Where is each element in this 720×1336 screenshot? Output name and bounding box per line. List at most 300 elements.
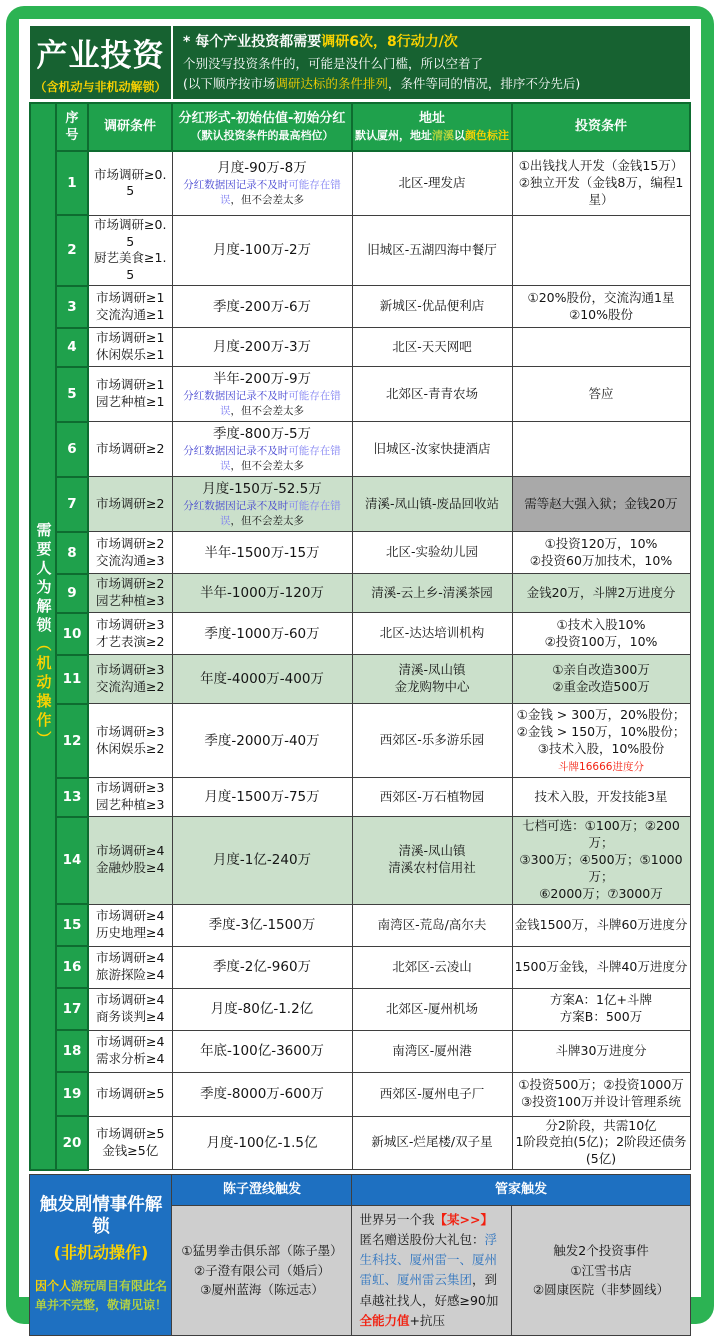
address-cell xyxy=(352,988,512,1030)
text-span: ①亲自改造300万 xyxy=(552,662,650,678)
text-span: 分2阶段，共需10亿 xyxy=(545,1117,657,1133)
text-span: 市场调研≥4 xyxy=(96,1034,165,1050)
text-line xyxy=(355,662,510,679)
text-span: 北区-达达培训机构 xyxy=(379,625,485,641)
condition-cell xyxy=(88,422,172,477)
text-span: ，条件等同的情况，排序不分先后) xyxy=(387,75,581,91)
text-span: 市场调研≥1 xyxy=(96,330,165,346)
table-row xyxy=(30,215,690,286)
condition-cell xyxy=(88,904,172,946)
text-line xyxy=(515,852,688,886)
condition-cell xyxy=(88,286,172,328)
text-span: ①投资120万，10% xyxy=(544,535,658,551)
dividend-cell xyxy=(172,946,352,988)
chenzicheng-trigger-cell xyxy=(172,1205,352,1336)
text-line xyxy=(515,307,688,324)
col-header-invest: 投资条件 xyxy=(512,103,690,151)
story-unlock-panel xyxy=(30,1174,172,1336)
address-cell xyxy=(352,1072,512,1116)
text-line xyxy=(91,1086,170,1103)
text-span: ①20%股份，交流沟通1星 xyxy=(527,289,675,305)
text-line xyxy=(91,377,170,394)
dividend-value: 季度-800万-5万 xyxy=(212,425,312,442)
table-row xyxy=(30,904,690,946)
text-span: ②金钱 > 150万，10%股份； xyxy=(516,723,686,739)
text-span: 市场调研≥0.5 xyxy=(94,166,167,199)
text-span: ②投资100万，10% xyxy=(544,633,658,649)
dividend-cell xyxy=(172,215,352,286)
invest-condition-cell xyxy=(512,477,690,532)
text-line xyxy=(91,925,170,942)
text-span: 【某>>】 xyxy=(434,1211,493,1227)
investment-guide-board xyxy=(6,6,714,1328)
text-line xyxy=(355,679,510,696)
address-cell xyxy=(352,215,512,286)
text-line xyxy=(91,950,170,967)
dividend-value: 季度-8000万-600万 xyxy=(200,1085,324,1102)
invest-condition-cell xyxy=(512,367,690,422)
address-cell xyxy=(352,704,512,778)
row-index-cell: 10 xyxy=(56,613,88,655)
text-line xyxy=(515,536,688,553)
text-line xyxy=(355,1001,510,1018)
table-row xyxy=(30,286,690,328)
invest-condition-cell xyxy=(512,532,690,574)
row-index-cell: 1 xyxy=(56,151,88,215)
header-note-line xyxy=(183,74,680,94)
notes-box xyxy=(173,26,690,99)
text-line xyxy=(91,394,170,411)
text-span: 调研6次，8行动力/次 xyxy=(321,34,458,50)
text-span: 匿名赠送股份大礼包： xyxy=(359,1231,485,1247)
dividend-value: 季度-2亿-960万 xyxy=(212,958,312,975)
text-span: 可能存在错误 xyxy=(220,500,341,527)
text-span: 市场调研≥3 xyxy=(96,723,165,739)
address-cell xyxy=(352,532,512,574)
row-index-cell: 16 xyxy=(56,946,88,988)
text-span: 答应 xyxy=(588,385,614,401)
col-header-index: 序号 xyxy=(56,103,88,151)
text-span: 北郊区-青青农场 xyxy=(385,385,478,401)
text-span: 新城区-烂尾楼/双子星 xyxy=(371,1134,493,1150)
dividend-cell xyxy=(172,613,352,655)
butler-gift-cell xyxy=(352,1205,512,1336)
header-note-line xyxy=(183,31,680,54)
dividend-value: 月度-1500万-75万 xyxy=(204,789,320,806)
text-span: 北郊区-云凌山 xyxy=(392,958,472,974)
text-line xyxy=(91,496,170,513)
address-cell xyxy=(352,367,512,422)
text-span: 市场调研≥5 xyxy=(96,1085,165,1101)
side-banner xyxy=(30,103,56,1170)
text-line xyxy=(91,1143,170,1160)
text-span: 方案A：1亿+斗牌 xyxy=(550,992,652,1008)
invest-condition-cell xyxy=(512,817,690,904)
text-span: 斗牌16666进度分 xyxy=(558,760,644,773)
invest-condition-cell xyxy=(512,904,690,946)
text-span: 分红形式-初始估值-初始分红 xyxy=(178,111,346,127)
text-span: 新城区-优品便利店 xyxy=(379,298,485,314)
dividend-cell xyxy=(172,477,352,532)
condition-cell xyxy=(88,532,172,574)
table-row xyxy=(30,817,690,904)
text-line xyxy=(91,741,170,758)
row-index-cell: 18 xyxy=(56,1030,88,1072)
text-line xyxy=(355,585,510,602)
text-line xyxy=(91,662,170,679)
text-span: 可能存在错误 xyxy=(220,390,341,417)
dividend-cell xyxy=(172,151,352,215)
text-span: ⑥2000万；⑦3000万 xyxy=(539,885,663,901)
text-line xyxy=(91,908,170,925)
text-span: 需要人为解锁 xyxy=(34,522,53,637)
text-span: 清溪农村信用社 xyxy=(388,860,476,876)
story-unlock-subtitle: (非机动操作) xyxy=(53,1243,149,1263)
text-span: 市场调研≥4 xyxy=(96,908,165,924)
address-cell xyxy=(352,904,512,946)
text-span: 西郊区-厦州电子厂 xyxy=(379,1085,485,1101)
dividend-cell xyxy=(172,704,352,778)
text-span: 清溪-凤山镇-废品回收站 xyxy=(364,495,500,511)
text-line xyxy=(91,679,170,696)
text-line xyxy=(515,662,688,679)
text-line xyxy=(174,1241,349,1260)
text-line xyxy=(174,1261,349,1280)
row-index-cell: 11 xyxy=(56,655,88,704)
butler-events-cell xyxy=(512,1205,690,1336)
row-index-cell: 14 xyxy=(56,817,88,904)
address-cell xyxy=(352,655,512,704)
header-note-line xyxy=(183,54,680,74)
dividend-value: 月度-150万-52.5万 xyxy=(202,480,322,497)
text-span: 北区-理发店 xyxy=(398,174,466,190)
dividend-cell xyxy=(172,532,352,574)
row-index-cell: 17 xyxy=(56,988,88,1030)
text-line xyxy=(91,1126,170,1143)
story-unlock-table xyxy=(29,1174,690,1336)
text-line xyxy=(515,789,688,806)
row-index-cell: 6 xyxy=(56,422,88,477)
text-span: 金钱1500万，斗牌60万进度分 xyxy=(514,916,688,932)
dividend-value: 半年-1500万-15万 xyxy=(204,544,320,561)
text-span: ①技术入股10% xyxy=(556,616,646,632)
dividend-value: 半年-200万-9万 xyxy=(212,370,312,387)
invest-condition-cell xyxy=(512,778,690,817)
invest-condition-cell xyxy=(512,946,690,988)
text-span: 分红数据因记录不及时 xyxy=(183,500,289,513)
text-span: 浮生科技、厦州雷一、厦州雷虹、厦州雷云集团 xyxy=(359,1231,498,1288)
condition-cell xyxy=(88,477,172,532)
text-span: ③技术入股，10%股份 xyxy=(537,740,665,756)
text-line xyxy=(91,250,170,284)
text-span: 触发2个投资事件 xyxy=(553,1243,649,1259)
invest-condition-cell xyxy=(512,1116,690,1170)
text-span: 园艺种植≥3 xyxy=(96,797,165,813)
text-span: 旧城区-汝家快捷酒店 xyxy=(373,440,491,456)
condition-cell xyxy=(88,613,172,655)
text-line xyxy=(515,741,688,758)
text-span: 南湾区-厦州港 xyxy=(392,1042,472,1058)
text-span: 休闲娱乐≥1 xyxy=(96,347,165,363)
table-row xyxy=(30,574,690,613)
address-cell xyxy=(352,422,512,477)
text-line xyxy=(515,1134,688,1168)
text-span: * 每个产业投资都需要 xyxy=(183,34,322,50)
text-span: 北郊区-厦州机场 xyxy=(385,1000,478,1016)
condition-cell xyxy=(88,1072,172,1116)
address-cell xyxy=(352,286,512,328)
text-line xyxy=(515,496,688,513)
dividend-cell xyxy=(172,328,352,367)
dividend-value: 半年-1000万-120万 xyxy=(200,585,324,602)
invest-condition-cell xyxy=(512,574,690,613)
text-span: 个别没写投资条件的，可能是没什么门槛，所以空着了 xyxy=(183,55,484,71)
dividend-value: 季度-200万-6万 xyxy=(212,298,312,315)
table-row xyxy=(30,151,690,215)
table-row xyxy=(30,1030,690,1072)
text-span: 市场调研≥4 xyxy=(96,950,165,966)
table-row xyxy=(30,532,690,574)
text-span: 斗牌30万进度分 xyxy=(555,1042,647,1058)
text-line xyxy=(355,732,510,749)
text-line xyxy=(355,1043,510,1060)
text-line xyxy=(515,585,688,602)
text-span: ①投资500万；②投资1000万 xyxy=(518,1077,684,1093)
dividend-cell xyxy=(172,1030,352,1072)
address-cell xyxy=(352,778,512,817)
text-line xyxy=(355,860,510,877)
text-line xyxy=(91,860,170,877)
address-cell xyxy=(352,328,512,367)
text-line xyxy=(515,1118,688,1135)
text-line xyxy=(515,917,688,934)
address-cell xyxy=(352,574,512,613)
text-span: 市场调研≥3 xyxy=(96,616,165,632)
condition-cell xyxy=(88,778,172,817)
text-span: 技术入股，开发技能3星 xyxy=(534,788,668,804)
side-banner-label xyxy=(36,522,51,750)
dividend-value: 月度-80亿-1.2亿 xyxy=(210,1000,314,1017)
header-area xyxy=(30,26,690,99)
condition-cell xyxy=(88,574,172,613)
row-index-cell: 9 xyxy=(56,574,88,613)
dividend-cell xyxy=(172,1072,352,1116)
text-line xyxy=(355,843,510,860)
text-span: 金龙购物中心 xyxy=(394,679,470,695)
col-header-condition: 调研条件 xyxy=(88,103,172,151)
text-span: 分红数据因记录不及时 xyxy=(183,179,289,192)
text-span: ①猛男拳击俱乐部（陈子墨） xyxy=(181,1243,343,1259)
text-line xyxy=(91,1034,170,1051)
text-span: ，但不会差太多 xyxy=(230,194,304,207)
text-span: 清溪-凤山镇 xyxy=(398,843,466,859)
text-line xyxy=(174,1280,349,1299)
text-span: 市场调研≥4 xyxy=(96,843,165,859)
text-span: 需求分析≥4 xyxy=(96,1051,165,1067)
text-line xyxy=(515,1043,688,1060)
invest-condition-cell xyxy=(512,704,690,778)
text-span: 金钱≥5亿 xyxy=(102,1142,159,1158)
invest-condition-cell xyxy=(512,988,690,1030)
text-line xyxy=(355,1134,510,1151)
text-line xyxy=(175,110,349,128)
page-title: 产业投资 xyxy=(36,38,165,75)
text-span: 市场调研≥2 xyxy=(96,440,165,456)
text-span: ③投资100万并设计管理系统 xyxy=(520,1094,682,1110)
text-span: 此名单并不完整，敬请见谅！ xyxy=(34,1278,167,1313)
condition-cell xyxy=(88,704,172,778)
text-line xyxy=(91,1051,170,1068)
text-span: ①江雪书店 xyxy=(570,1262,632,1278)
text-span: 北区-实验幼儿园 xyxy=(385,544,478,560)
text-line xyxy=(515,553,688,570)
text-span: 市场调研≥4 xyxy=(96,992,165,1008)
text-line xyxy=(355,242,510,259)
row-index-cell: 19 xyxy=(56,1072,88,1116)
invest-condition-cell xyxy=(512,422,690,477)
text-span: 交流沟通≥2 xyxy=(96,679,165,695)
text-span: 默认厦州，地址 xyxy=(355,129,432,143)
table-row xyxy=(30,704,690,778)
text-line xyxy=(355,339,510,356)
text-span: 旧城区-五湖四海中餐厅 xyxy=(367,241,497,257)
condition-cell xyxy=(88,655,172,704)
row-index-cell: 13 xyxy=(56,778,88,817)
text-span: （机动操作） xyxy=(34,636,53,751)
dividend-value: 月度-100亿-1.5亿 xyxy=(206,1134,318,1151)
text-line xyxy=(91,330,170,347)
text-line xyxy=(515,758,688,775)
dividend-value: 年底-100亿-3600万 xyxy=(200,1042,324,1059)
dividend-value: 月度-100万-2万 xyxy=(212,242,312,259)
col-header-dividend-sub: （默认投资条件的最高档位） xyxy=(190,129,334,143)
text-span: 商务谈判≥4 xyxy=(96,1009,165,1025)
invest-condition-cell xyxy=(512,328,690,367)
text-span: 清溪-凤山镇 xyxy=(398,662,466,678)
text-line xyxy=(91,290,170,307)
address-cell xyxy=(352,946,512,988)
text-span: 市场调研≥3 xyxy=(96,662,165,678)
text-line xyxy=(355,1086,510,1103)
text-line xyxy=(355,298,510,315)
sheet-background xyxy=(19,19,701,1328)
table-row xyxy=(30,422,690,477)
text-span: 1500万金钱，斗牌40万进度分 xyxy=(514,958,688,974)
text-line xyxy=(91,167,170,201)
table-row xyxy=(30,1116,690,1170)
text-line xyxy=(515,1009,688,1026)
condition-cell xyxy=(88,215,172,286)
text-line xyxy=(515,386,688,403)
dividend-value: 季度-3亿-1500万 xyxy=(208,916,316,933)
table-row xyxy=(30,367,690,422)
text-span: 游玩周目有限 xyxy=(70,1278,143,1293)
dividend-cell xyxy=(172,422,352,477)
text-line xyxy=(91,617,170,634)
text-span: 金融炒股≥4 xyxy=(96,860,165,876)
text-span: ②独立开发（金钱8万，编程1星） xyxy=(518,174,684,207)
text-span: 西郊区-乐多游乐园 xyxy=(379,732,485,748)
text-line xyxy=(91,780,170,797)
text-line xyxy=(514,1241,687,1260)
invest-condition-cell xyxy=(512,151,690,215)
invest-condition-cell xyxy=(512,613,690,655)
text-line xyxy=(355,917,510,934)
text-line xyxy=(515,992,688,1009)
row-index-cell: 5 xyxy=(56,367,88,422)
text-span: ③厦州蓝海（陈远志） xyxy=(200,1282,324,1298)
text-line xyxy=(515,724,688,741)
text-span: 交流沟通≥1 xyxy=(96,306,165,322)
condition-cell xyxy=(88,328,172,367)
text-span: 旅游探险≥4 xyxy=(96,967,165,983)
text-span: 市场调研≥2 xyxy=(96,495,165,511)
text-line xyxy=(515,175,688,209)
text-span: 清溪-云上乡-清溪茶园 xyxy=(371,584,493,600)
text-span: 西郊区-万石植物园 xyxy=(379,788,485,804)
text-span: ①出钱找人开发（金钱15万） xyxy=(518,158,684,174)
text-line xyxy=(91,441,170,458)
address-cell xyxy=(352,477,512,532)
table-row xyxy=(30,328,690,367)
text-span: ，但不会差太多 xyxy=(230,514,304,527)
dividend-cell xyxy=(172,286,352,328)
address-cell xyxy=(352,613,512,655)
row-index-cell: 12 xyxy=(56,704,88,778)
text-span: ①金钱 > 300万，20%股份； xyxy=(516,706,686,722)
text-line xyxy=(515,290,688,307)
text-span: 市场调研≥1 xyxy=(96,377,165,393)
dividend-cell xyxy=(172,1116,352,1170)
row-index-cell: 7 xyxy=(56,477,88,532)
text-line xyxy=(91,553,170,570)
dividend-disclaimer xyxy=(175,178,350,207)
text-line xyxy=(515,679,688,696)
col-header-address xyxy=(352,103,512,151)
page-subtitle: （含机动与非机动解锁） xyxy=(34,80,167,95)
text-span: 可能存在错误 xyxy=(220,179,341,207)
table-row xyxy=(30,613,690,655)
text-span: 可能存在错误 xyxy=(220,445,341,472)
title-box xyxy=(30,26,171,99)
bottom-header-row xyxy=(30,1174,690,1205)
text-span: 北区-天天网吧 xyxy=(392,338,472,354)
text-span: 全能力值 xyxy=(359,1312,410,1328)
dividend-value: 月度-1亿-240万 xyxy=(212,852,312,869)
text-span: ③300万；④500万；⑤1000万； xyxy=(519,851,683,884)
text-span: 交流沟通≥3 xyxy=(96,552,165,568)
text-span: 历史地理≥4 xyxy=(96,925,165,941)
text-span: 市场调研≥1 xyxy=(96,289,165,305)
invest-condition-cell xyxy=(512,1072,690,1116)
invest-condition-cell xyxy=(512,215,690,286)
text-span: 因个人 xyxy=(34,1278,71,1293)
dividend-cell xyxy=(172,574,352,613)
text-span: 颜色标注 xyxy=(465,129,509,143)
text-span: ，但不会差太多 xyxy=(230,404,304,417)
text-line xyxy=(515,158,688,175)
text-line xyxy=(514,1261,687,1280)
text-line xyxy=(91,307,170,324)
text-span: ②重金改造500万 xyxy=(552,679,650,695)
text-line xyxy=(355,110,509,128)
text-line xyxy=(515,886,688,903)
dividend-cell xyxy=(172,817,352,904)
text-span: 方案B：500万 xyxy=(559,1009,643,1025)
text-span: 才艺表演≥2 xyxy=(96,633,165,649)
table-header-row xyxy=(30,103,690,151)
text-line xyxy=(355,625,510,642)
